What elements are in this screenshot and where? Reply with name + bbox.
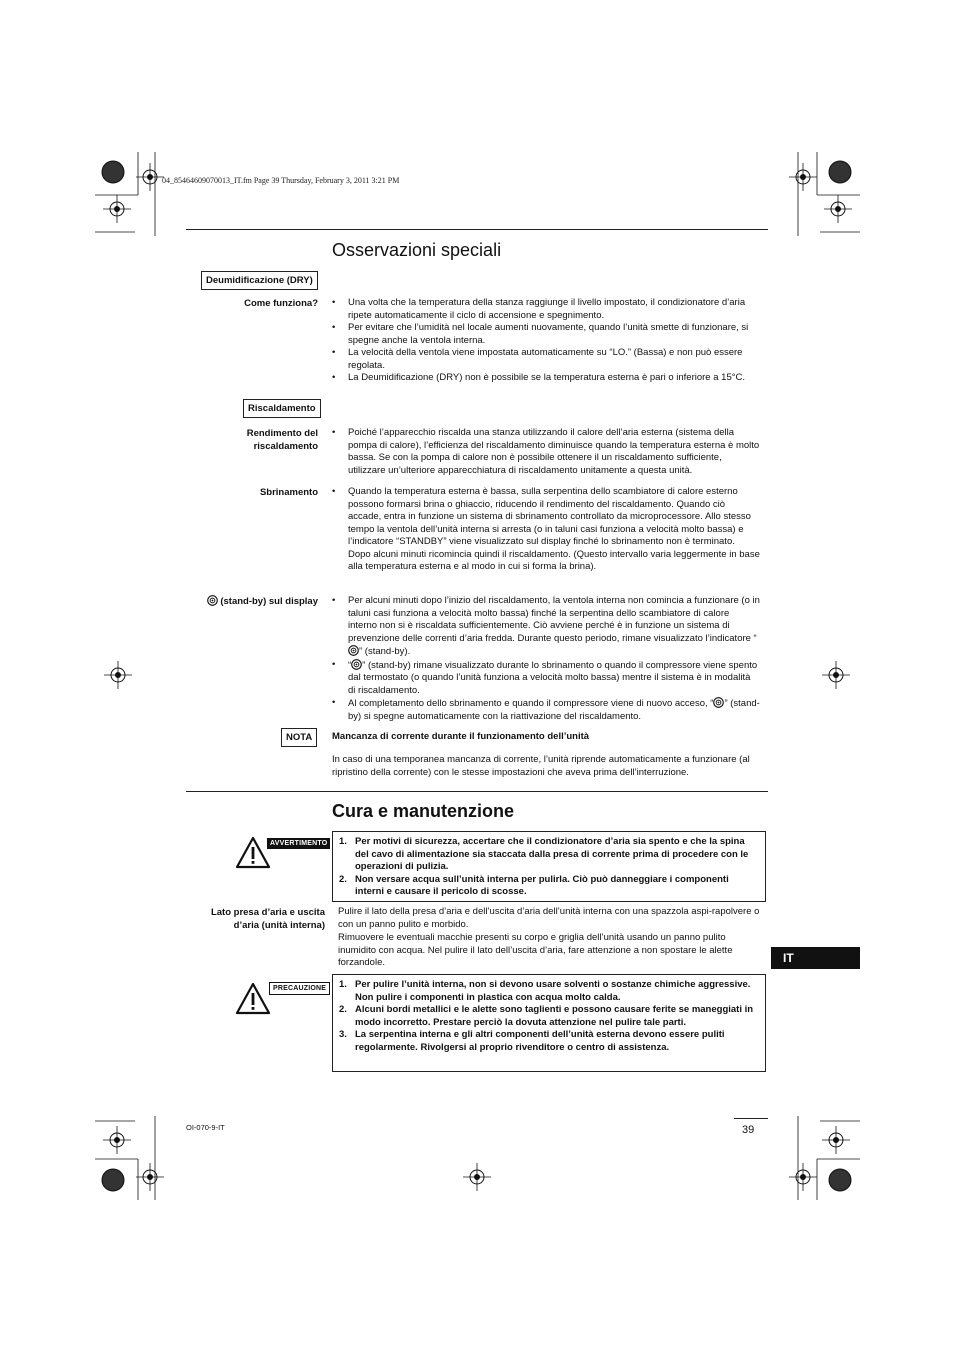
dry-bullets: [332, 297, 760, 385]
standby-icon: [207, 595, 218, 606]
bullet-text: Per alcuni minuti dopo l’inizio del riscaldamento, la ventola interna non comincia a funzionare (o in taluni casi funziona a velocità molto bassa) finché la serpentina dello scambiatore di calore interno non si è riscaldata sufficientemente. Ciò avviene perché è in funzione un sistema di prevenzione delle correnti d’aria fredda. Durante questo periodo, rimane visualizzato l’indicatore “: [348, 595, 760, 644]
standby-icon: [713, 697, 724, 708]
item-number: 3.: [339, 1029, 347, 1040]
item-number: 2.: [339, 873, 347, 885]
label-box-riscaldamento: Riscaldamento: [243, 399, 321, 418]
rendimento-bullets: [332, 427, 760, 477]
list-item: • La Deumidificazione (DRY) non è possibile se la temperatura esterna è pari o inferiore a 15°C.: [332, 372, 760, 385]
side-label-come-funziona: Come funziona?: [244, 298, 318, 309]
caution-list: [339, 979, 757, 1054]
footer-code: OI-070-9-IT: [186, 1123, 225, 1132]
list-item: [339, 836, 757, 874]
item-text: Per pulire l’unità interna, non si devono usare solventi o sostanze chimiche aggressive. Non pulire i componenti in plastica con acqua molto calda.: [355, 979, 751, 1003]
bullet-text: ” (stand-by) rimane visualizzato durante lo sbrinamento o quando il compressore viene spento dal termostato (o quando l’unità funziona a velocità molto bassa) mentre il sistema è in modalità di riscaldamento.: [348, 659, 758, 696]
item-text: La serpentina interna e gli altri componenti dell’unità esterna devono essere puliti regolarmente. Rivolgersi al proprio rivenditore o centro di assistenza.: [355, 1029, 725, 1053]
bullet-text: ” (stand-by).: [359, 646, 411, 657]
list-item: [339, 874, 757, 899]
caution-triangle-icon: [235, 982, 271, 1015]
list-item: [339, 979, 757, 1004]
caution-box: [332, 974, 766, 1072]
standby-bullets: [332, 595, 760, 723]
side-label-line: riscaldamento: [253, 441, 318, 452]
list-item: • La velocità della ventola viene impostata automaticamente su “LO.” (Bassa) e non può essere regolata.: [332, 347, 760, 372]
warning-list: [339, 836, 757, 899]
section-title-cura: Cura e manutenzione: [332, 801, 515, 821]
item-text: Alcuni bordi metallici e le alette sono taglienti e possono causare ferite se maneggiati in modo incorretto. Prestare perciò la dovuta attenzione nel pulire tale parti.: [355, 1004, 754, 1028]
item-number: 1.: [339, 979, 347, 990]
label-box-nota: NOTA: [281, 728, 317, 747]
side-label-lato-presa: [211, 906, 325, 932]
mid-rule: [186, 791, 768, 792]
sbrinamento-bullets: [332, 486, 760, 574]
side-label-sbrinamento: Sbrinamento: [259, 487, 318, 498]
side-label-line: Rendimento del: [246, 428, 318, 439]
bullet-text: Al completamento dello sbrinamento e quando il compressore viene di nuovo acceso, “: [348, 698, 714, 709]
list-item: [332, 595, 760, 659]
list-item: [339, 1029, 757, 1054]
bullet-text: ” (stand-by) si spegne automaticamente con la riattivazione del riscaldamento.: [348, 698, 760, 722]
warning-tag: AVVERTIMENTO: [267, 838, 330, 849]
list-item: [332, 697, 760, 723]
item-number: 2.: [339, 1004, 347, 1015]
item-number: 1.: [339, 836, 347, 847]
warning-triangle-icon: [235, 836, 271, 869]
caution-tag: PRECAUZIONE: [269, 982, 330, 995]
list-item: • Per evitare che l’umidità nel locale aumenti nuovamente, quando l’unità smette di funzionare, si spegne anche la ventola interna.: [332, 322, 760, 347]
side-label-rendimento: [247, 427, 318, 453]
section-title-osservazioni: Osservazioni speciali: [332, 240, 502, 260]
item-text: Non versare acqua sull’unità interna per pulirla. Ciò può danneggiare i componenti interni e causare il pericolo di scosse.: [355, 873, 729, 897]
lato-text-2: Rimuovere le eventuali macchie presenti su corpo e griglia dell’unità usando un panno pulito inumidito con acqua. Nel pulire il lato dell’uscita d’aria, fare attenzione a non spostare le alette forzandole.: [338, 932, 733, 968]
warning-box: [332, 831, 766, 902]
list-item: • Quando la temperatura esterna è bassa, sulla serpentina dello scambiatore di calore esterno possono formarsi brina o ghiaccio, riducendo il rendimento del riscaldamento. Quando ciò accade, entra in funzione un sistema di sbrinamento controllato da microprocessore. Allo stesso tempo la ventola dell’unità interna si arresta (o in taluni casi funziona a velocità molto bassa) e l’indicatore “STANDBY” viene visualizzato sul display finché lo sbrinamento non è terminato. Dopo alcuni minuti ricomincia quindi il riscaldamento. (Questo intervallo varia leggermente in base alla temperatura esterna e al modo in cui si forma la brina).: [332, 486, 760, 574]
label-box-dry: Deumidificazione (DRY): [201, 271, 318, 290]
bullet-text: “: [348, 659, 352, 671]
print-header: 04_85464609070013_IT.fm Page 39 Thursday, February 3, 2011 3:21 PM: [162, 176, 400, 185]
standby-icon: [351, 659, 362, 670]
side-label-text: (stand-by) sul display: [220, 596, 318, 607]
item-text: Per motivi di sicurezza, accertare che il condizionatore d’aria sia spento e che la spina del cavo di alimentazione sia staccata dalla presa di corrente prima di procedere con le operazioni di pulizia.: [355, 836, 749, 872]
nota-heading: Mancanza di corrente durante il funzionamento dell’unità: [332, 731, 590, 742]
top-rule: [186, 229, 768, 230]
page-number-rule: [734, 1118, 768, 1119]
list-item: • Una volta che la temperatura della stanza raggiunge il livello impostato, il condizionatore d’aria ripete automaticamente il ciclo di accensione e spegnimento.: [332, 297, 760, 322]
side-label-line: Lato presa d’aria e uscita: [210, 907, 325, 918]
standby-icon: [348, 645, 359, 656]
language-tab: IT: [771, 947, 860, 969]
list-item: [339, 1004, 757, 1029]
lato-text-1: Pulire il lato della presa d’aria e dell’uscita d’aria dell’unità interna con una spazzola aspi-rapolvere o con un panno pulito e morbido.: [338, 906, 760, 930]
page-number: 39: [742, 1124, 755, 1136]
nota-text: In caso di una temporanea mancanza di corrente, l’unità riprende automaticamente a funzionare (al ripristino della corrente) con le stesse impostazioni che aveva prima dell’interruzione.: [332, 754, 750, 778]
side-label-standby: [207, 595, 318, 608]
list-item: • Poiché l’apparecchio riscalda una stanza utilizzando il calore dell’aria esterna (sistema della pompa di calore), l’efficienza del riscaldamento diminuisce quando la temperatura esterna è molto bassa. Se con la pompa di calore non è possibile ottenere il un riscaldamento sufficiente, utilizzare un’ulteriore apparecchiatura di riscaldamento unitamente a questa unità.: [332, 427, 760, 477]
side-label-line: d’aria (unità interna): [233, 920, 325, 931]
list-item: [332, 659, 760, 698]
